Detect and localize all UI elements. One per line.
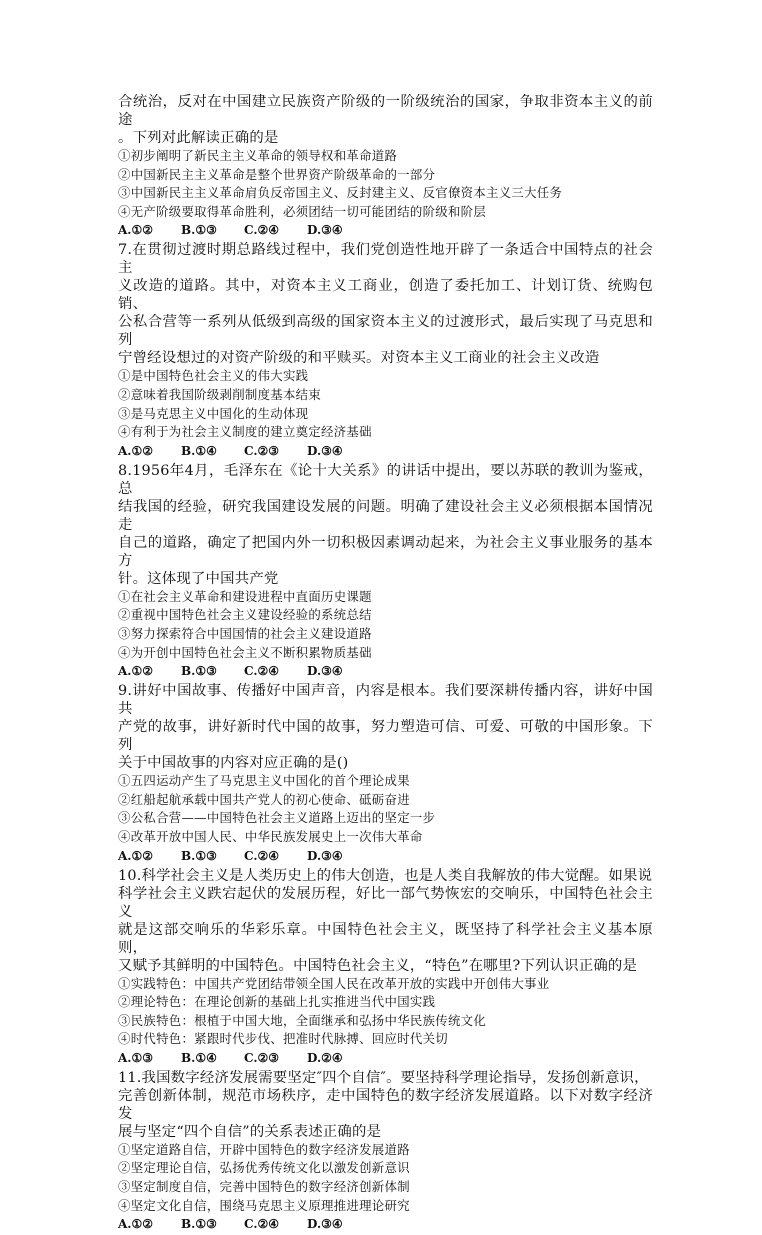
option-1: ①坚定道路自信，开辟中国特色的数字经济发展道路 — [118, 1141, 410, 1157]
option-2: ②意味着我国阶级剥削制度基本结束 — [118, 386, 322, 402]
question-stem-line: 又赋予其鲜明的中国特色。中国特色社会主义，“特色”在哪里?下列认识正确的是 — [118, 957, 638, 974]
option-3: ③民族特色：根植于中国大地，全面继承和弘扬中华民族传统文化 — [118, 1012, 487, 1028]
question-stem-line: 宁曾经设想过的对资产阶级的和平赎买。对资本主义工商业的社会主义改造 — [118, 350, 600, 367]
question-stem-line: 完善创新体制，规范市场秩序，走中国特色的数字经济发展道路。以下对数字经济发 — [118, 1087, 653, 1122]
answer-b: B.①④ — [181, 443, 217, 458]
question-stem-line: 科学社会主义跌宕起伏的发展历程，好比一部气势恢宏的交响乐，中国特色社会主义 — [118, 885, 653, 920]
answer-d: D.③④ — [307, 223, 343, 238]
answer-d: D.③④ — [307, 443, 343, 458]
answer-a: A.①② — [118, 664, 154, 679]
answer-a: A.①② — [118, 443, 154, 458]
answer-d: D.③④ — [307, 664, 343, 679]
question-stem-line: 自己的道路，确定了把国内外一切积极因素调动起来，为社会主义事业服务的基本方 — [118, 534, 653, 569]
answer-d: D.②④ — [307, 1050, 343, 1065]
answer-choices — [118, 847, 653, 866]
option-2: ②中国新民主主义革命是整个世界资产阶级革命的一部分 — [118, 166, 436, 182]
answer-a: A.①③ — [118, 1050, 154, 1065]
question-stem-line: 9.讲好中国故事、传播好中国声音，内容是根本。我们要深耕传播内容，讲好中国共 — [118, 683, 653, 718]
question-stem-line: 8.1956年4月，毛泽东在《论十大关系》的讲话中提出，要以苏联的教训为鉴戒，总 — [118, 462, 653, 497]
question-6-continued — [118, 93, 653, 240]
question-stem-line: 7.在贯彻过渡时期总路线过程中，我们党创造性地开辟了一条适合中国特点的社会主 — [118, 242, 653, 277]
answer-b: B.①④ — [181, 1050, 217, 1065]
option-2: ②坚定理论自信，弘扬优秀传统文化以激发创新意识 — [118, 1160, 410, 1176]
option-1: ①在社会主义革命和建设进程中直面历史课题 — [118, 588, 372, 604]
answer-choices — [118, 442, 653, 461]
answer-b: B.①③ — [181, 1217, 217, 1232]
option-3: ③中国新民主主义革命肩负反帝国主义、反封建主义、反官僚资本主义三大任务 — [118, 185, 563, 201]
option-4: ④为开创中国特色社会主义不断积累物质基础 — [118, 644, 372, 660]
answer-c: C.②④ — [244, 223, 280, 238]
question-stem-line: 就是这部交响乐的华彩乐章。中国特色社会主义，既坚持了科学社会主义基本原则， — [118, 921, 653, 956]
answer-a: A.①② — [118, 1217, 154, 1232]
option-4: ④坚定文化自信，围绕马克思主义原理推进理论研究 — [118, 1197, 410, 1213]
answer-a: A.①② — [118, 223, 154, 238]
question-10 — [118, 867, 653, 1068]
option-2: ②重视中国特色社会主义建设经验的系统总结 — [118, 607, 372, 623]
question-stem-line: 关于中国故事的内容对应正确的是() — [118, 755, 349, 772]
question-stem-line: 结我国的经验，研究我国建设发展的问题。明确了建设社会主义必须根据本国情况走 — [118, 498, 653, 533]
question-stem-line: 产党的故事，讲好新时代中国的故事，努力塑造可信、可爱、可敬的中国形象。下列 — [118, 719, 653, 754]
option-3: ③坚定制度自信，完善中国特色的数字经济创新体制 — [118, 1179, 410, 1195]
question-stem-line: 。下列对此解读正确的是 — [118, 130, 279, 146]
question-9 — [118, 682, 653, 865]
answer-choices — [118, 221, 653, 240]
option-4: ④时代特色：紧跟时代步伐、把准时代脉搏、回应时代关切 — [118, 1031, 448, 1047]
answer-choices — [118, 1215, 653, 1234]
option-4: ④改革开放中国人民、中华民族发展史上一次伟大革命 — [118, 828, 423, 844]
answer-b: B.①③ — [181, 664, 217, 679]
answer-d: D.③④ — [307, 848, 343, 863]
answer-c: C.②③ — [244, 1050, 280, 1065]
answer-c: C.②④ — [244, 664, 280, 679]
question-7 — [118, 241, 653, 460]
option-3: ③是马克思主义中国化的生动体现 — [118, 405, 309, 421]
option-4: ④无产阶级要取得革命胜利，必须团结一切可能团结的阶级和阶层 — [118, 203, 487, 219]
option-3: ③努力探索符合中国国情的社会主义建设道路 — [118, 625, 372, 641]
option-1: ①初步阐明了新民主主义革命的领导权和革命道路 — [118, 148, 398, 163]
answer-d: D.③④ — [307, 1217, 343, 1232]
answer-c: C.②③ — [244, 443, 280, 458]
question-stem-line: 义改造的道路。其中，对资本主义工商业，创造了委托加工、计划订货、统购包销、 — [118, 278, 653, 313]
answer-b: B.①③ — [181, 848, 217, 863]
question-stem-line: 11.我国数字经济发展需要坚定″四个自信″。要坚持科学理论指导，发扬创新意识， — [118, 1069, 649, 1086]
question-stem-line: 公私合营等一系列从低级到高级的国家资本主义的过渡形式，最后实现了马克思和列 — [118, 314, 653, 349]
question-stem-line: 针。这体现了中国共产党 — [118, 570, 279, 587]
option-2: ②理论特色：在理论创新的基础上扎实推进当代中国实践 — [118, 994, 436, 1010]
question-stem-line: 10.科学社会主义是人类历史上的伟大创造，也是人类自我解放的伟大觉醒。如果说 — [118, 867, 653, 884]
option-1: ①实践特色：中国共产党团结带领全国人民在改革开放的实践中开创伟大事业 — [118, 975, 550, 991]
answer-a: A.①② — [118, 848, 154, 863]
question-stem-line: 展与坚定“四个自信”的关系表述正确的是 — [118, 1123, 382, 1140]
option-3: ③公私合营——中国特色社会主义道路上迈出的坚定一步 — [118, 810, 436, 826]
question-stem-line: 合统治，反对在中国建立民族资产阶级的一阶级统治的国家，争取非资本主义的前途 — [118, 94, 653, 128]
option-1: ①是中国特色社会主义的伟大实践 — [118, 368, 309, 384]
option-1: ①五四运动产生了马克思主义中国化的首个理论成果 — [118, 773, 410, 789]
option-2: ②红船起航承载中国共产党人的初心使命、砥砺奋进 — [118, 791, 410, 807]
question-8 — [118, 462, 653, 681]
question-11 — [118, 1069, 653, 1234]
exam-page — [118, 93, 653, 1235]
answer-choices — [118, 1049, 653, 1068]
answer-c: C.②④ — [244, 1217, 280, 1232]
answer-c: C.②④ — [244, 848, 280, 863]
answer-choices — [118, 662, 653, 681]
option-4: ④有利于为社会主义制度的建立奠定经济基础 — [118, 424, 372, 440]
answer-b: B.①③ — [181, 223, 217, 238]
